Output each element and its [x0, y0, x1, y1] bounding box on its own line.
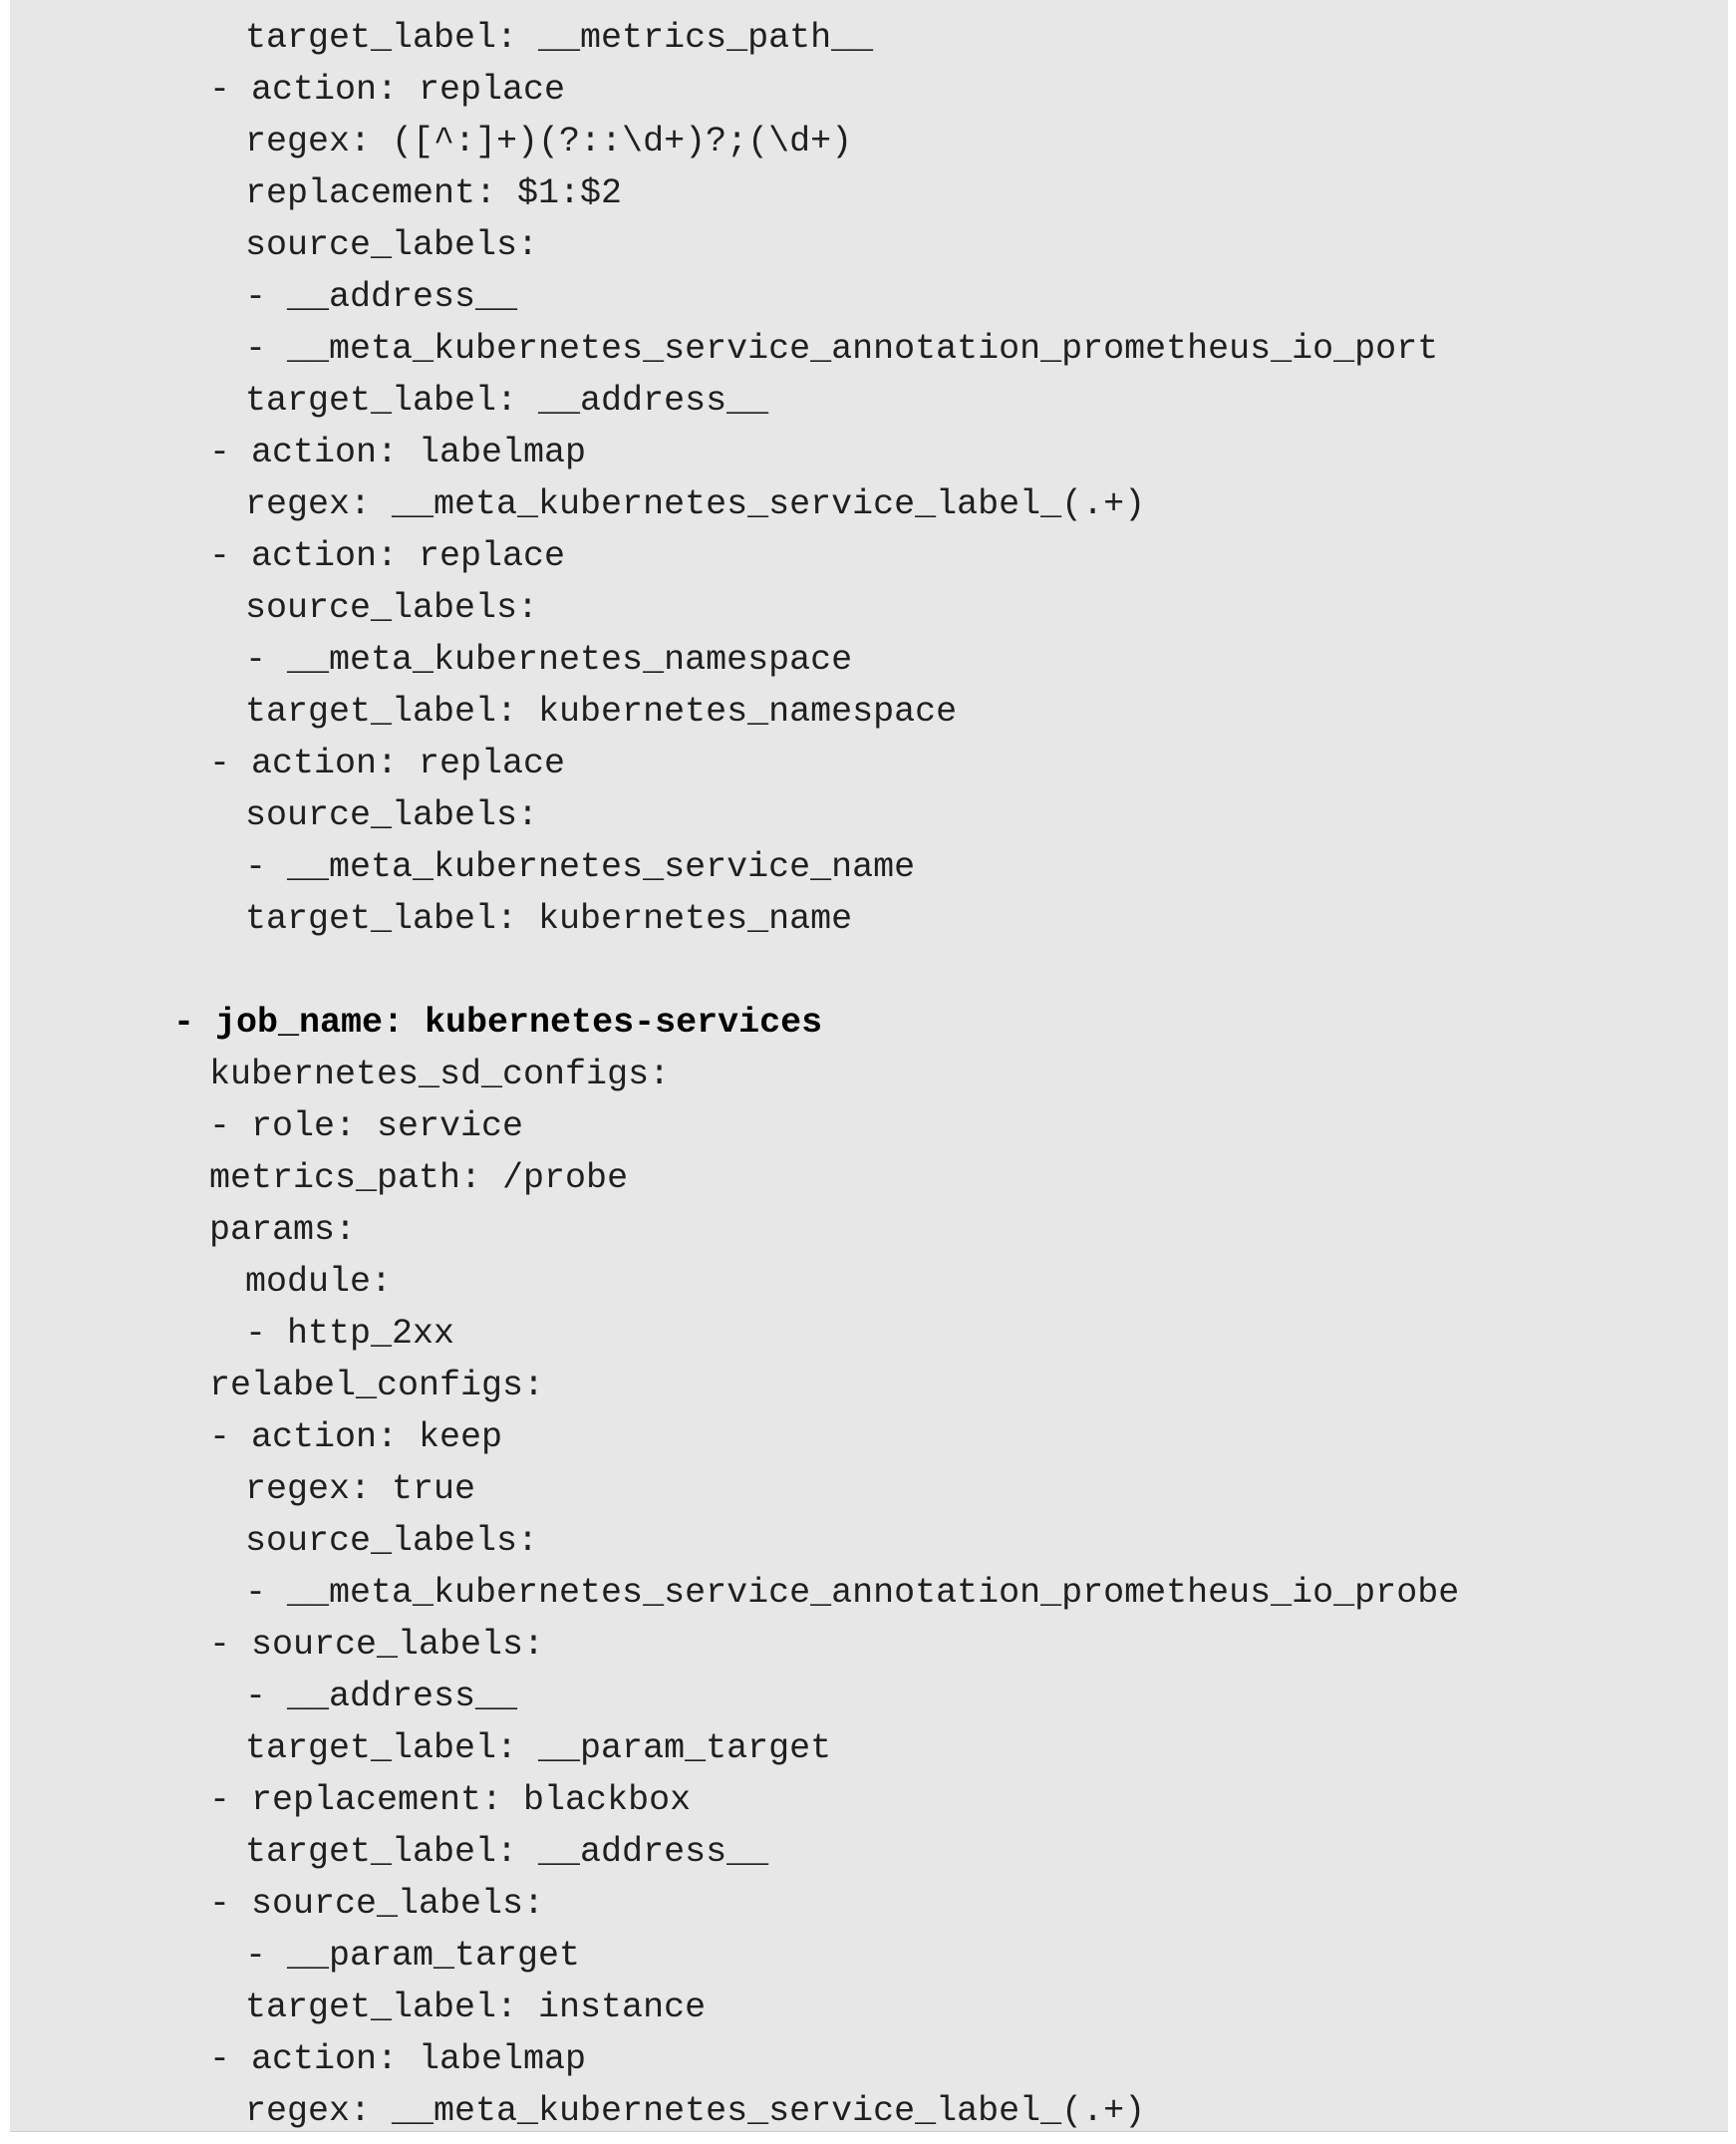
code-line: - __meta_kubernetes_service_annotation_prometheus_io_port [245, 329, 1439, 369]
code-line: regex: true [245, 1469, 476, 1509]
code-line: target_label: __address__ [245, 1832, 769, 1872]
code-line: regex: ([^:]+)(?::\d+)?;(\d+) [245, 122, 853, 161]
code-line: target_label: instance [245, 1988, 707, 2027]
code-line: - __meta_kubernetes_namespace [245, 640, 853, 680]
code-line: - action: replace [209, 536, 566, 576]
code-line: metrics_path: /probe [209, 1158, 629, 1198]
code-line: - action: replace [209, 70, 566, 110]
code-line: - action: replace [209, 744, 566, 783]
code-line: target_label: __param_target [245, 1728, 832, 1768]
code-line: - http_2xx [245, 1314, 455, 1354]
job-name-heading: - job_name: kubernetes-services [173, 1003, 823, 1043]
code-line: - __address__ [245, 277, 518, 317]
code-line: regex: __meta_kubernetes_service_label_(.+) [245, 2091, 1146, 2131]
code-line: params: [209, 1210, 357, 1250]
code-line: target_label: __metrics_path__ [245, 18, 874, 58]
code-line: - source_labels: [209, 1625, 545, 1665]
code-line: - __param_target [245, 1936, 581, 1976]
code-line: kubernetes_sd_configs: [209, 1055, 671, 1094]
code-line: - action: keep [209, 1417, 503, 1457]
code-line: regex: __meta_kubernetes_service_label_(.+) [245, 484, 1146, 524]
code-line: source_labels: [245, 795, 539, 835]
code-line: relabel_configs: [209, 1366, 545, 1405]
code-line: target_label: kubernetes_namespace [245, 692, 958, 732]
code-line: source_labels: [245, 225, 539, 265]
code-line: target_label: kubernetes_name [245, 899, 853, 939]
code-line: - __meta_kubernetes_service_annotation_prometheus_io_probe [245, 1573, 1460, 1613]
code-line: - replacement: blackbox [209, 1780, 692, 1820]
code-line: - role: service [209, 1106, 524, 1146]
code-line: replacement: $1:$2 [245, 173, 623, 213]
code-line: - source_labels: [209, 1884, 545, 1924]
code-line: target_label: __address__ [245, 381, 769, 421]
code-line: source_labels: [245, 1521, 539, 1561]
code-line: - action: labelmap [209, 2039, 587, 2079]
code-line: - __address__ [245, 1677, 518, 1716]
code-block [10, 0, 1728, 2132]
code-line: - __meta_kubernetes_service_name [245, 847, 916, 887]
code-line: module: [245, 1262, 393, 1302]
code-line: - action: labelmap [209, 433, 587, 472]
code-line: source_labels: [245, 588, 539, 628]
